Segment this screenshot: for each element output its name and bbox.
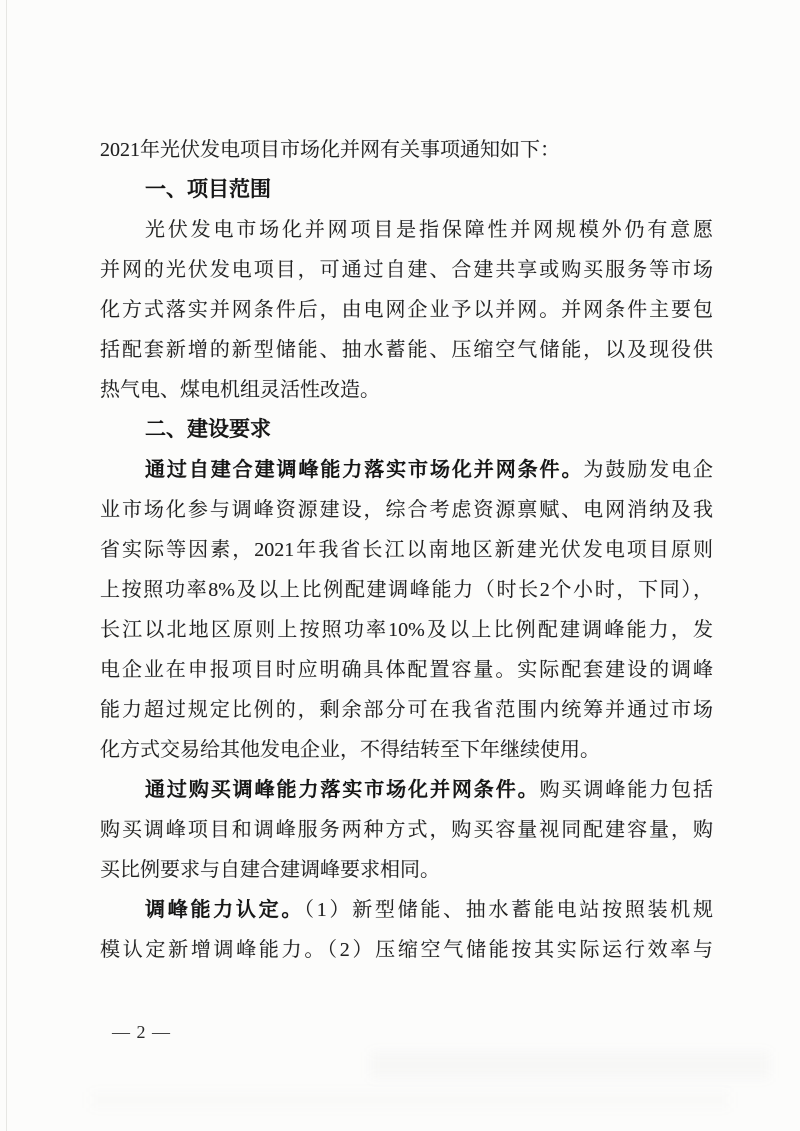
page-edge-shadow: [6, 0, 7, 1131]
body-text: 省实际等因素，2021年我省长江以南地区新建光伏发电项目原则: [100, 539, 713, 561]
text-line: [100, 290, 713, 330]
body-text: 2021年光伏发电项目市场化并网有关事项通知如下：: [100, 139, 560, 161]
text-line: [100, 450, 713, 490]
body-text: 光伏发电市场化并网项目是指保障性并网规模外仍有意愿: [145, 219, 713, 241]
body-text: 并网的光伏发电项目，可通过自建、合建共享或购买服务等市场: [100, 259, 713, 281]
text-line: [100, 690, 713, 730]
body-text: 业市场化参与调峰资源建设，综合考虑资源禀赋、电网消纳及我: [100, 499, 713, 521]
text-line: [100, 570, 713, 610]
scan-bleed-artifact: [370, 1052, 770, 1078]
page-number: — 2 —: [112, 1022, 171, 1042]
body-text: 长江以北地区原则上按照功率10%及以上比例配建调峰能力，发: [100, 619, 713, 641]
body-text: 上按照功率8%及以上比例配建调峰能力（时长2个小时，下同），: [100, 579, 713, 601]
text-line: [100, 610, 713, 650]
text-line: [100, 650, 713, 690]
text-line: [100, 810, 713, 850]
body-text: 购买调峰项目和调峰服务两种方式，购买容量视同配建容量，购: [100, 819, 713, 841]
text-line: [100, 490, 713, 530]
text-line: [100, 730, 713, 770]
text-line: [100, 330, 713, 370]
text-line: [100, 210, 713, 250]
body-text: 为鼓励发电企: [583, 459, 713, 481]
section-heading: [100, 170, 713, 210]
body-text: 化方式交易给其他发电企业，不得结转至下年继续使用。: [100, 739, 600, 761]
text-line: [100, 770, 713, 810]
emphasis-text: 通过自建合建调峰能力落实市场化并网条件。: [145, 459, 584, 481]
emphasis-text: 一、项目范围: [145, 178, 271, 201]
text-line: [100, 850, 713, 890]
scan-bleed-artifact: [90, 1092, 730, 1108]
emphasis-text: 调峰能力认定。: [145, 899, 305, 921]
emphasis-text: 二、建设要求: [145, 418, 271, 441]
body-text: 热气电、煤电机组灵活性改造。: [100, 379, 380, 401]
body-text: 括配套新增的新型储能、抽水蓄能、压缩空气储能，以及现役供: [100, 339, 713, 361]
document-body: [100, 130, 713, 970]
text-line: [100, 930, 713, 970]
body-text: 模认定新增调峰能力。（2）压缩空气储能按其实际运行效率与: [100, 939, 713, 961]
text-line: [100, 530, 713, 570]
body-text: 电企业在申报项目时应明确具体配置容量。实际配套建设的调峰: [100, 659, 713, 681]
body-text: 化方式落实并网条件后，由电网企业予以并网。并网条件主要包: [100, 299, 713, 321]
section-heading: [100, 410, 713, 450]
text-line: [100, 250, 713, 290]
body-text: 能力超过规定比例的，剩余部分可在我省范围内统筹并通过市场: [100, 699, 713, 721]
body-text: （1）新型储能、抽水蓄能电站按照装机规: [304, 899, 713, 921]
text-line: [100, 370, 713, 410]
body-text: 购买调峰能力包括: [539, 779, 713, 801]
text-line: [100, 890, 713, 930]
text-line: [100, 130, 713, 170]
body-text: 买比例要求与自建合建调峰要求相同。: [100, 859, 440, 881]
emphasis-text: 通过购买调峰能力落实市场化并网条件。: [145, 779, 540, 801]
